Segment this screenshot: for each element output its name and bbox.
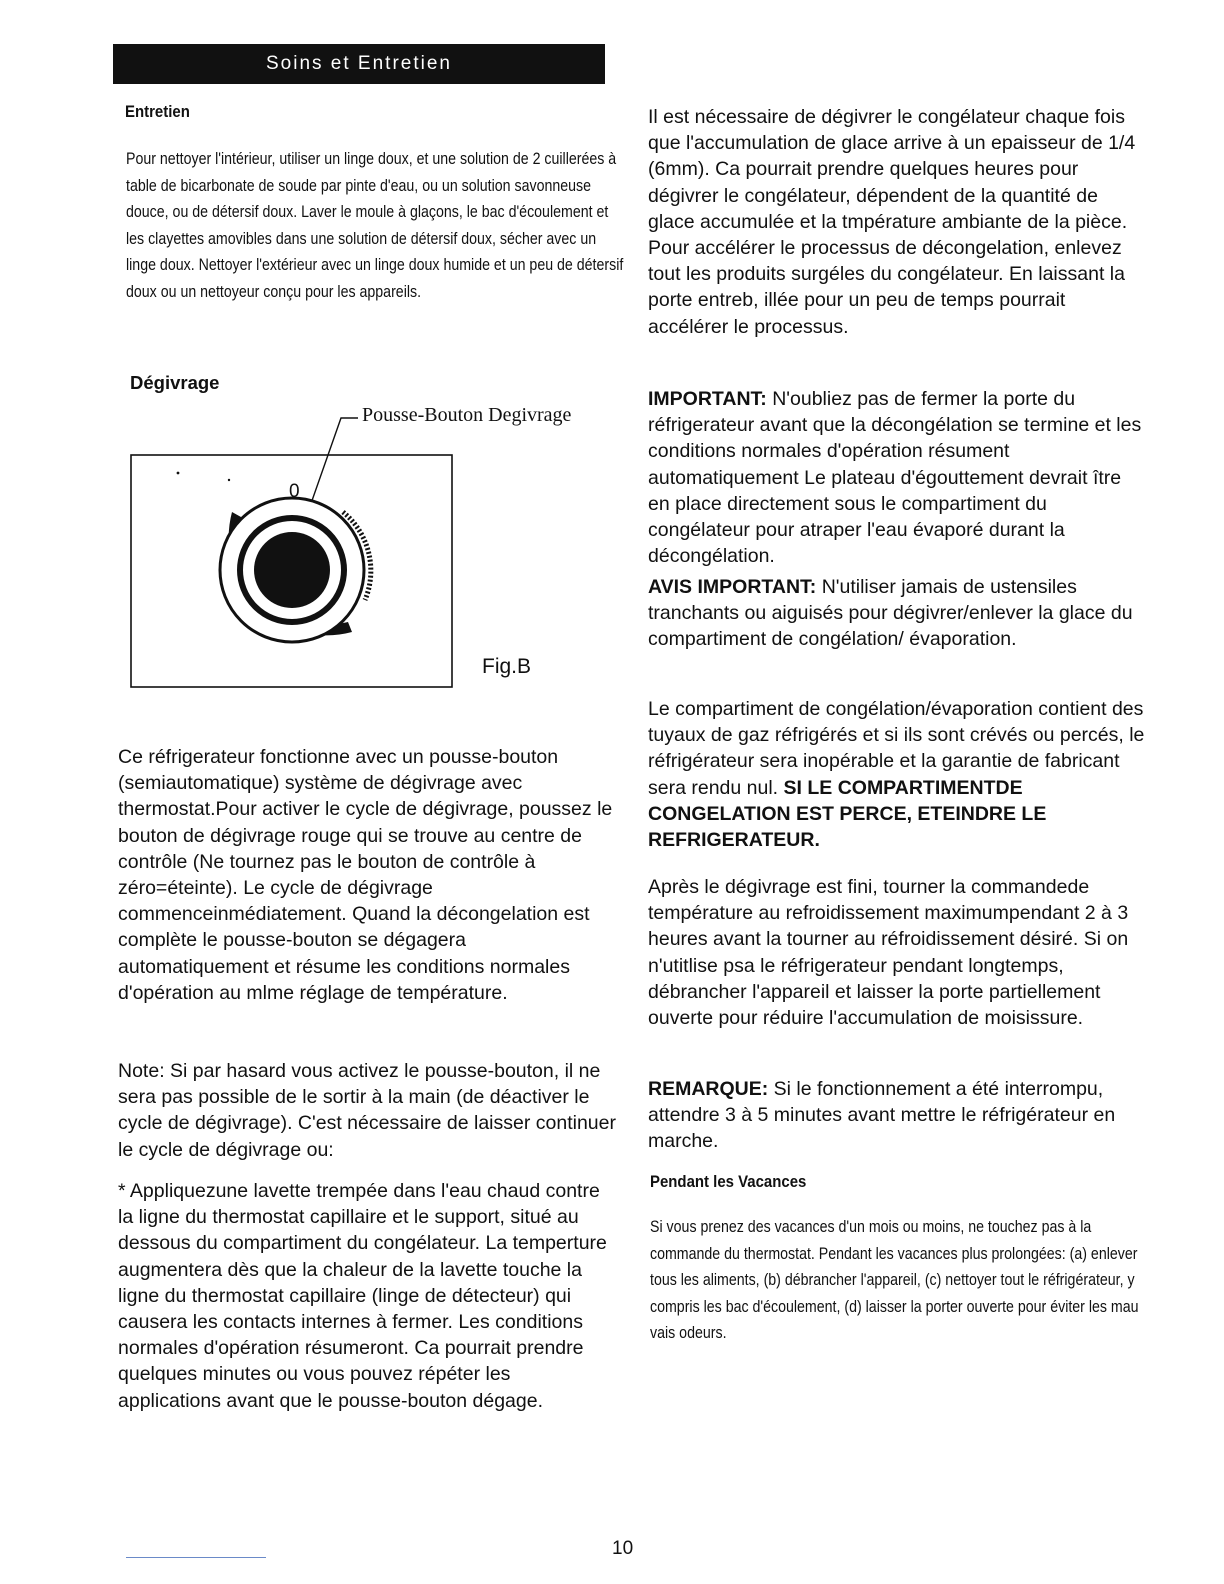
important-paragraph xyxy=(648,386,1148,569)
figure-callout-label: Pousse-Bouton Degivrage xyxy=(362,404,572,426)
section-header: Soins et Entretien xyxy=(113,44,605,84)
apres-paragraph: Après le dégivrage est fini, tourner la commandede température au refroidissement maximumpendant 2 à 3 heures avant la tourner au réfroidissement désiré. Si on n'utitlise psa le réfrigerateur pendant longtemps, débrancher l'appareil et laisser la porte partiellement ouverte pour réduire l'accumulation de moisissure. xyxy=(648,876,1129,1030)
left-paragraph-3: * Appliquezune lavette trempée dans l'eau chaud contre la ligne du thermostat capillaire et le support, situé au dessous du compartiment du congélateur. La temperture augmentera dès que la chaleur de la lavette touche la ligne du thermostat capillaire (linge de détecteur) qui causera les contacts internes à fermer. Les conditions normales d'opération résumeront. Ca pourrait prendre quelques minutes ou vous pouvez répéter les applications avant que le pousse-bouton dégage. xyxy=(118,1180,607,1412)
left-paragraph-1: Ce réfrigerateur fonctionne avec un pousse-bouton (semiautomatique) système de dégivrage avec thermostat.Pour activer le cycle de dégivrage, poussez le bouton de dégivrage rouge qui se trouve au centre de contrôle (Ne tournez pas le bouton de contrôle à zéro=éteinte). Le cycle de dégivrage commenceinmédiatement. Quand la décongelation est complète le pousse-bouton se dégagera automatiquement et résume les conditions normales d'opération au mlme réglage de température. xyxy=(118,746,613,1004)
compartiment-paragraph xyxy=(648,696,1148,853)
entretien-text: Pour nettoyer l'intérieur, utiliser un linge doux, et une solution de 2 cuillerées à table de bicarbonate de soude par pinte d'eau, ou un solution savonneuse douce, ou de détersif doux. Laver le moule à glaçons, le bac d'écoulement et les clayettes amovibles dans une solution de détersif doux, sécher avec un linge doux. Nettoyer l'extérieur avec un linge doux humide et un peu de détersif doux ou un nettoyeur conçu pour les appareils. xyxy=(126,150,624,301)
remarque-paragraph xyxy=(648,1076,1148,1155)
remarque-text: Si le fonctionnement a été interrompu, attendre 3 à 5 minutes avant mettre le réfrigérateur en marche. xyxy=(648,1078,1116,1153)
important-text: N'oubliez pas de fermer la porte du réfrigerateur avant que la décongélation se termine et les conditions normales d'opération résument automatiquement Le plateau d'égouttement devrait ître en place directement sous le compartiment du congélateur pour atraper l'eau évaporé durant la décongélation. xyxy=(648,388,1142,568)
page-number: 10 xyxy=(612,1538,634,1559)
compartiment-text: Le compartiment de congélation/évaporation contient des tuyaux de gaz réfrigérés et si ils sont crévés ou percés, le réfrigérateur sera inopérable et la garantie de fabricant sera rendu nul. xyxy=(648,698,1145,799)
avis-label: AVIS IMPORTANT: xyxy=(648,576,817,598)
left-paragraph-2: Note: Si par hasard vous activez le pousse-bouton, il ne sera pas possible de le sortir à la main (de déactiver le cycle de dégivrage). C'est nécessaire de laisser continuer le cycle de dégivrage ou: xyxy=(118,1060,616,1161)
compartiment-warning: SI LE COMPARTIMENTDE CONGELATION EST PERCE, ETEINDRE LE REFRIGERATEUR. xyxy=(648,776,1047,852)
vacances-heading: Pendant les Vacances xyxy=(650,1172,807,1191)
defrost-push-button xyxy=(254,532,330,608)
avis-text: N'utiliser jamais de ustensiles tranchants ou aiguisés pour dégivrer/enlever la glace du compartiment de congélation/ évaporation. xyxy=(648,576,1133,651)
important-label: IMPORTANT: xyxy=(648,388,767,410)
dial-zero-label: 0 xyxy=(289,481,300,502)
degivrage-heading: Dégivrage xyxy=(130,372,220,393)
figure-caption: Fig.B xyxy=(482,655,532,678)
footer-rule xyxy=(126,1557,266,1558)
avis-paragraph xyxy=(648,574,1148,653)
remarque-label: REMARQUE: xyxy=(648,1078,769,1100)
vacances-text: Si vous prenez des vacances d'un mois ou moins, ne touchez pas à la commande du thermostat. Pendant les vacances plus prolongées: (a) enlever tous les aliments, (b) débrancher l'appareil, (c) nettoyer tout le réfrigérateur, y compris les bac d'écoulement, (d) laisser la porter ouverte pour éviter les mau vais odeurs. xyxy=(650,1218,1139,1342)
right-paragraph-1: Il est nécessaire de dégivrer le congélateur chaque fois que l'accumulation de glace arrive à un epaisseur de 1/4 (6mm). Ca pourrait prendre quelques heures pour dégivrer le congélateur, dépendent de la quantité de glace accumulée et la tmpérature ambiante de la pièce. Pour accélérer le processus de décongelation, enlevez tout les produits surgéles du congélateur. En laissant la porte entreb, illée pour un peu de temps pourrait accélérer le processus. xyxy=(648,106,1136,338)
entretien-heading: Entretien xyxy=(125,102,190,121)
